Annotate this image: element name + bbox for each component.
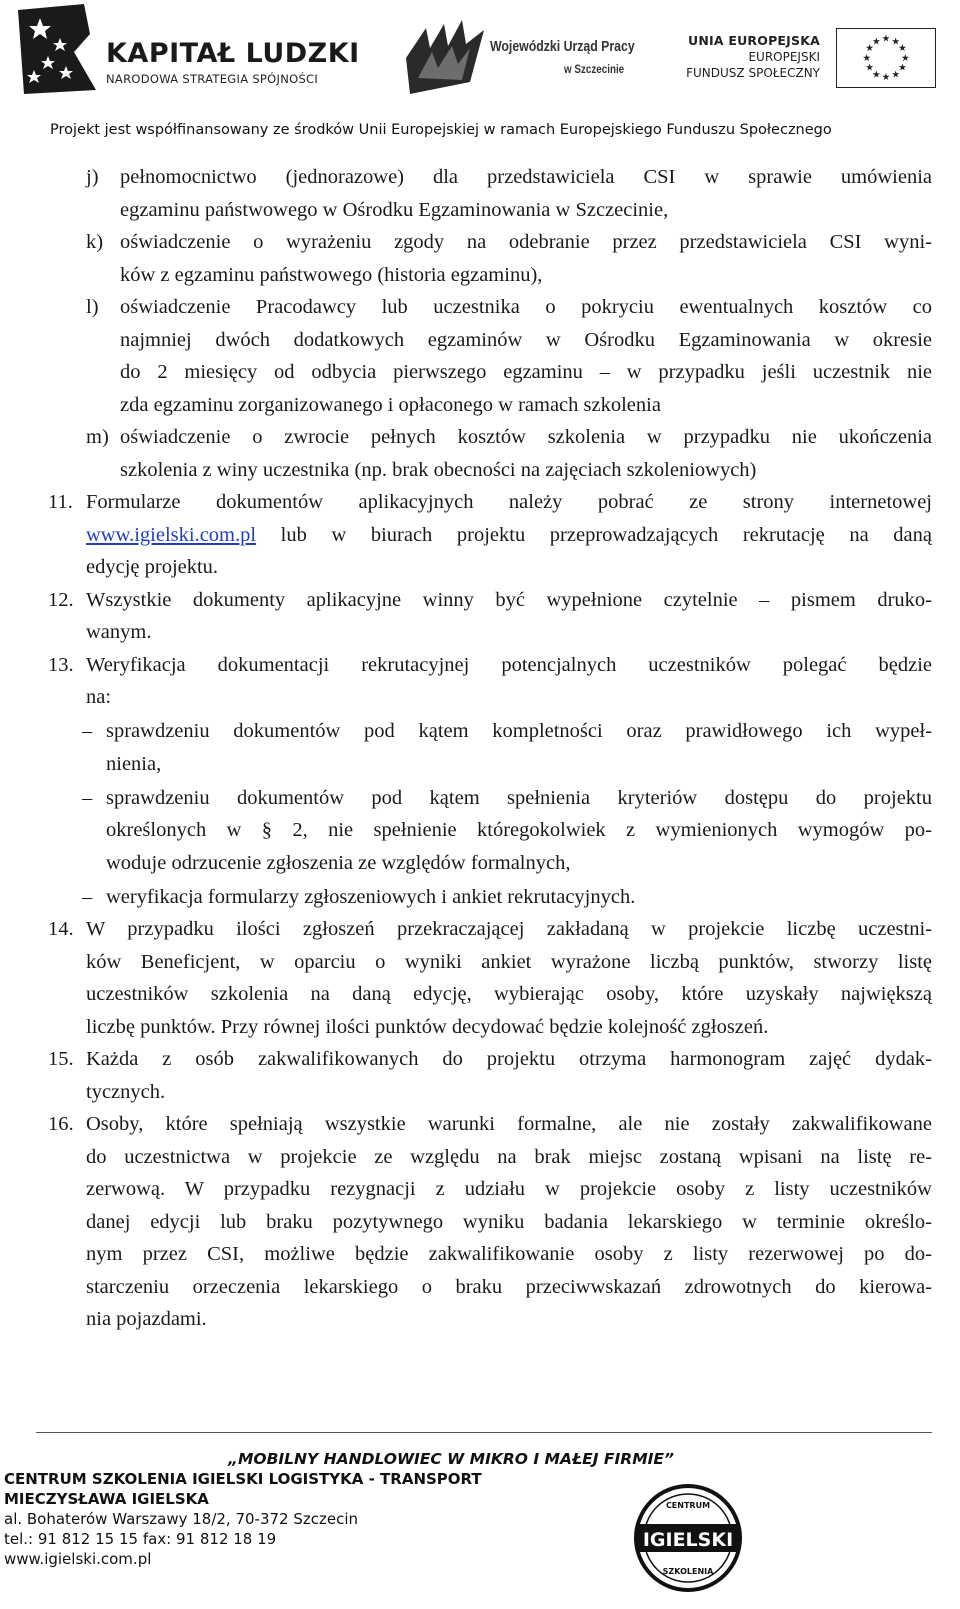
svg-text:★: ★ [862,52,872,64]
dash-1-line-2: nienia, [106,753,162,775]
logo-wordmark: IGIELSKI [642,1529,734,1551]
wup-city: w Szczecinie [564,62,625,76]
logo-top-text: CENTRUM [665,1501,711,1510]
dash-1-line-1: sprawdzeniu dokumentów pod kątem kompletności oraz prawidłowego ich wypeł- [106,720,932,742]
point-16-number: 16. [48,1113,74,1135]
svg-text:★: ★ [871,36,881,48]
point-15-line-1: Każda z osób zakwalifikowanych do projektu otrzyma harmonogram zajęć dydak- [86,1048,932,1070]
item-k-line-1: oświadczenie o wyrażeniu zgody na odebranie przez przedstawiciela CSI wyni- [120,231,932,253]
item-marker-l: l) [86,296,99,318]
point-12-line-2: wanym. [86,621,152,643]
point-11-number: 11. [48,491,73,513]
footer-divider [36,1432,932,1433]
item-l-line-2: najmniej dwóch dodatkowych egzaminów w Ośrodku Egzaminowania w okresie [120,329,932,351]
point-11-line-2-text: lub w biurach projektu przeprowadzających rekrutację na daną [256,524,932,546]
cofinance-note: Projekt jest współfinansowany ze środków Unii Europejskiej w ramach Europejskiego Funduszu Społecznego [50,122,832,138]
page-header [0,0,960,150]
point-13-number: 13. [48,654,74,676]
dash-3-line-1: weryfikacja formularzy zgłoszeniowych i ankiet rekrutacyjnych. [106,886,636,908]
point-16-line-6: starczeniu orzeczenia lekarskiego o braku przeciwwskazań zdrowotnych do kierowa- [86,1276,932,1298]
item-m-line-2: szkolenia z winy uczestnika (np. brak obecności na zajęciach szkoleniowych) [120,459,757,481]
item-k-line-2: ków z egzaminu państwowego (historia egzaminu), [120,264,543,286]
point-12-number: 12. [48,589,74,611]
point-16-line-2: do uczestnictwa w projekcie ze względu na brak miejsc zostaną wpisani na listę re- [86,1146,932,1168]
point-15-number: 15. [48,1048,74,1070]
svg-text:★: ★ [865,43,874,55]
point-13-line-1: Weryfikacja dokumentacji rekrutacyjnej potencjalnych uczestników polegać będzie [86,654,932,676]
point-14-line-2: ków Beneficjent, w oparciu o wyniki ankiet wyrażone liczbą punktów, stworzy listę [86,951,932,973]
eu-line-1: UNIA EUROPEJSKA [688,33,820,48]
svg-text:★: ★ [871,69,881,81]
svg-text:★: ★ [881,72,891,84]
company-address: al. Bohaterów Warszawy 18/2, 70-372 Szczecin [4,1510,359,1528]
item-l-line-3: do 2 miesięcy od odbycia pierwszego egzaminu – w przypadku jeśli uczestnik nie [120,361,932,383]
item-marker-k: k) [86,231,104,253]
company-phone: tel.: 91 812 15 15 fax: 91 812 18 19 [4,1530,277,1548]
item-l-line-4: zda egzaminu zorganizowanego i opłaconego w ramach szkolenia [120,394,661,416]
igielski-logo-icon [632,1482,744,1594]
wup-logo [404,18,644,98]
company-website: www.igielski.com.pl [4,1550,152,1568]
wup-title: Wojewódzki Urząd Pracy [490,38,635,55]
point-16-line-1: Osoby, które spełniają wszystkie warunki formalne, ale nie zostały zakwalifikowane [86,1113,932,1135]
point-15-line-2: tycznych. [86,1081,166,1103]
kapital-ludzki-subtitle: NARODOWA STRATEGIA SPÓJNOŚCI [106,72,319,86]
svg-text:★: ★ [881,33,891,45]
kapital-ludzki-title: KAPITAŁ LUDZKI [106,38,360,69]
svg-text:★: ★ [898,43,907,55]
point-14-line-4: liczbę punktów. Przy równej ilości punktów decydować będzie kolejność zgłoszeń. [86,1016,769,1038]
point-16-line-5: nym przez CSI, możliwe będzie zakwalifikowanie osoby z listy rezerwowej po do- [86,1243,932,1265]
dash-marker-1: – [82,720,93,742]
kapital-ludzki-logo [14,4,360,94]
point-11-line-1: Formularze dokumentów aplikacyjnych należy pobrać ze strony internetowej [86,491,932,513]
point-11-line-3: edycję projektu. [86,556,219,578]
item-marker-j: j) [86,166,99,188]
svg-text:★: ★ [891,69,901,81]
website-link[interactable]: www.igielski.com.pl [86,524,257,546]
eu-flag-icon [836,28,936,88]
point-12-line-1: Wszystkie dokumenty aplikacyjne winny być wypełnione czytelnie – pismem druko- [86,589,932,611]
wup-mark-icon [404,18,486,96]
dash-2-line-1: sprawdzeniu dokumentów pod kątem spełnienia kryteriów dostępu do projektu [106,787,932,809]
kapital-ludzki-mark-icon [14,4,100,96]
svg-text:★: ★ [865,62,874,74]
item-j-line-2: egzaminu państwowego w Ośrodku Egzaminowania w Szczecinie, [120,199,669,221]
svg-text:★: ★ [891,36,901,48]
dash-marker-3: – [82,886,93,908]
point-16-line-3: zerwową. W przypadku rezygnacji z udziału w projekcie osoby z listy uczestników [86,1178,932,1200]
point-16-line-7: nia pojazdami. [86,1308,207,1330]
point-14-line-3: uczestników szkolenia na daną edycję, wybierając osoby, które uzyskały największą [86,983,932,1005]
eu-text [686,32,820,81]
dash-2-line-3: woduje odrzucenie zgłoszenia ze względów formalnych, [106,852,571,874]
logo-bottom-text: SZKOLENIA [662,1567,714,1576]
item-m-line-1: oświadczenie o zwrocie pełnych kosztów szkolenia w przypadku nie ukończenia [120,426,932,448]
point-11-line-2 [86,524,932,547]
project-slogan: „MOBILNY HANDLOWIEC W MIKRO I MAŁEJ FIRMIE” [228,1450,674,1468]
item-j-line-1: pełnomocnictwo (jednorazowe) dla przedstawiciela CSI w sprawie umówienia [120,166,932,188]
svg-text:★: ★ [898,62,907,74]
point-16-line-4: danej edycji lub braku pozytywnego wyniku badania lekarskiego w terminie określo- [86,1211,932,1233]
item-l-line-1: oświadczenie Pracodawcy lub uczestnika o pokryciu ewentualnych kosztów co [120,296,932,318]
owner-name: MIECZYSŁAWA IGIELSKA [4,1490,209,1508]
eu-line-2: EUROPEJSKI [748,50,820,64]
point-14-number: 14. [48,918,74,940]
dash-2-line-2: określonych w § 2, nie spełnienie któregokolwiek z wymienionych wymogów po- [106,819,932,841]
dash-marker-2: – [82,787,93,809]
eu-line-3: FUNDUSZ SPOŁECZNY [686,66,820,80]
company-name: CENTRUM SZKOLENIA IGIELSKI LOGISTYKA - TRANSPORT [4,1470,482,1488]
eu-logo [686,28,936,98]
point-13-line-2: na: [86,686,112,708]
point-14-line-1: W przypadku ilości zgłoszeń przekraczającej zakładaną w projekcie liczbę uczestni- [86,918,932,940]
svg-text:★: ★ [900,52,910,64]
item-marker-m: m) [86,426,109,448]
